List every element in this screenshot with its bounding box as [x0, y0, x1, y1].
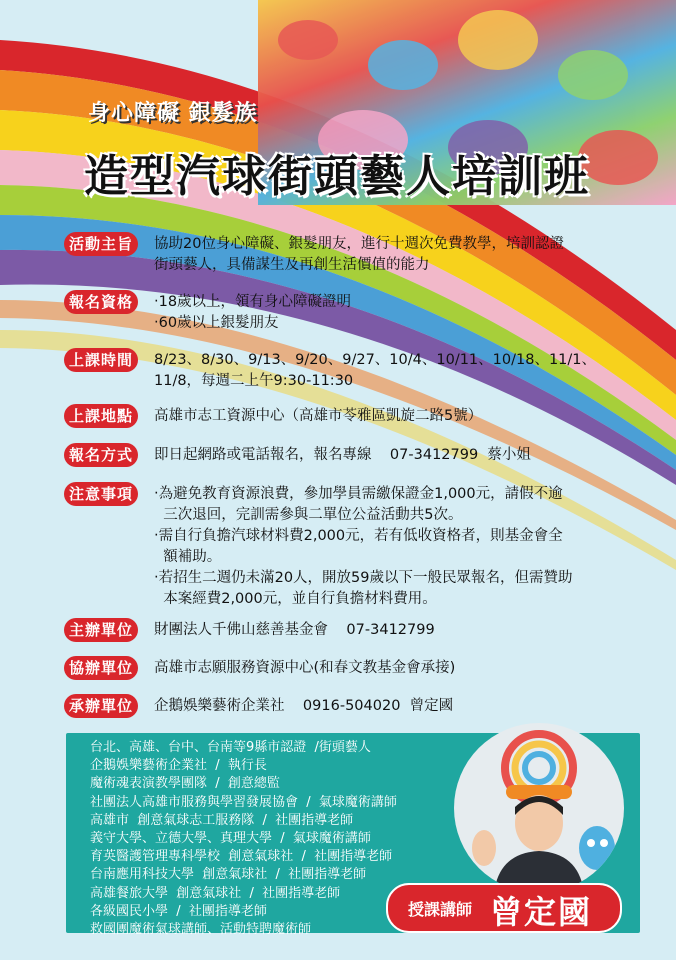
- poster-subtitle: 身心障礙 銀髮族: [88, 100, 258, 126]
- section-content: [154, 658, 455, 679]
- content-line: 11/8，每週二上午9:30-11:30: [154, 373, 354, 389]
- credential-line: 企鵝娛樂藝術企業社 / 執行長: [90, 758, 267, 774]
- content-line: 企鵝娛樂藝術企業社 0916-504020 曾定國: [154, 698, 454, 714]
- section-label: 上課地點: [64, 404, 138, 428]
- content-line: 額補助。: [154, 549, 222, 565]
- instructor-credentials-panel: [66, 733, 640, 938]
- section-content: [154, 350, 596, 392]
- credential-line: 救國團魔術氣球講師、活動特聘魔術師: [90, 922, 312, 938]
- content-line: 8/23、8/30、9/13、9/20、9/27、10/4、10/11、10/18、11/1、: [154, 352, 597, 368]
- content-line: ‧18歲以上，領有身心障礙證明: [154, 294, 352, 310]
- content-line: ‧需自行負擔汽球材料費2,000元，若有低收資格者，則基金會全: [154, 528, 563, 544]
- instructor-photo: [454, 723, 624, 893]
- content-line: 三次退回，完訓需參與二單位公益活動共5次。: [154, 507, 463, 523]
- section-label: 上課時間: [64, 348, 138, 372]
- section-content: [154, 234, 564, 276]
- section-label: 注意事項: [64, 482, 138, 506]
- instructor-illustration: [454, 723, 624, 893]
- content-line: 高雄市志工資源中心（高雄市苓雅區凱旋二路5號）: [154, 408, 483, 424]
- content-line: ‧60歲以上銀髮朋友: [154, 315, 279, 331]
- section-label: 報名資格: [64, 290, 138, 314]
- section-label: 活動主旨: [64, 232, 138, 256]
- section-label: 協辦單位: [64, 656, 138, 680]
- instructor-badge: [386, 883, 622, 933]
- credential-line: 義守大學、立德大學、真理大學 / 氣球魔術講師: [90, 831, 371, 847]
- section-content: [154, 620, 435, 641]
- credential-line: 台北、高雄、台中、台南等9縣市認證 /街頭藝人: [90, 740, 371, 755]
- credentials-list: [90, 739, 397, 939]
- section-content: [154, 292, 351, 334]
- section-label: 承辦單位: [64, 694, 138, 718]
- section-content: [154, 696, 453, 717]
- section-label: 主辦單位: [64, 618, 138, 642]
- credential-line: 台南應用科技大學 創意氣球社 / 社團指導老師: [90, 867, 367, 883]
- instructor-role: 授課講師: [408, 900, 473, 919]
- credential-line: 高雄餐旅大學 創意氣球社 / 社團指導老師: [90, 885, 341, 901]
- credential-line: 社團法人高雄市服務與學習發展協會 / 氣球魔術講師: [90, 794, 397, 810]
- content-line: ‧若招生二週仍未滿20人，開放59歲以下一般民眾報名，但需贊助: [154, 570, 573, 586]
- section-label: 報名方式: [64, 443, 138, 467]
- content-line: 高雄市志願服務資源中心(和春文教基金會承接): [154, 660, 456, 676]
- content-line: 即日起網路或電話報名，報名專線 07-3412799 蔡小姐: [154, 447, 531, 463]
- credential-line: 各級國民小學 / 社團指導老師: [90, 903, 267, 919]
- credential-line: 高雄市 創意氣球志工服務隊 / 社團指導老師: [90, 812, 354, 828]
- content-line: 本案經費2,000元，並自行負擔材料費用。: [154, 591, 437, 607]
- content-line: 街頭藝人，具備謀生及再創生活價值的能力: [154, 257, 430, 273]
- poster-title: 造型汽球街頭藝人培訓班: [84, 151, 590, 202]
- credential-line: 魔術魂表演教學團隊 / 創意總監: [90, 776, 280, 792]
- instructor-name: 曾定國: [490, 893, 593, 931]
- section-content: [154, 406, 482, 427]
- content-line: 協助20位身心障礙、銀髮朋友，進行十週次免費教學，培訓認證: [154, 236, 564, 252]
- content-line: ‧為避免教育資源浪費，參加學員需繳保證金1,000元，請假不逾: [154, 486, 563, 502]
- credential-line: 育英醫護管理專科學校 創意氣球社 / 社團指導老師: [90, 849, 393, 865]
- content-line: 財團法人千佛山慈善基金會 07-3412799: [154, 622, 435, 638]
- section-content: [154, 484, 573, 610]
- section-content: [154, 445, 531, 466]
